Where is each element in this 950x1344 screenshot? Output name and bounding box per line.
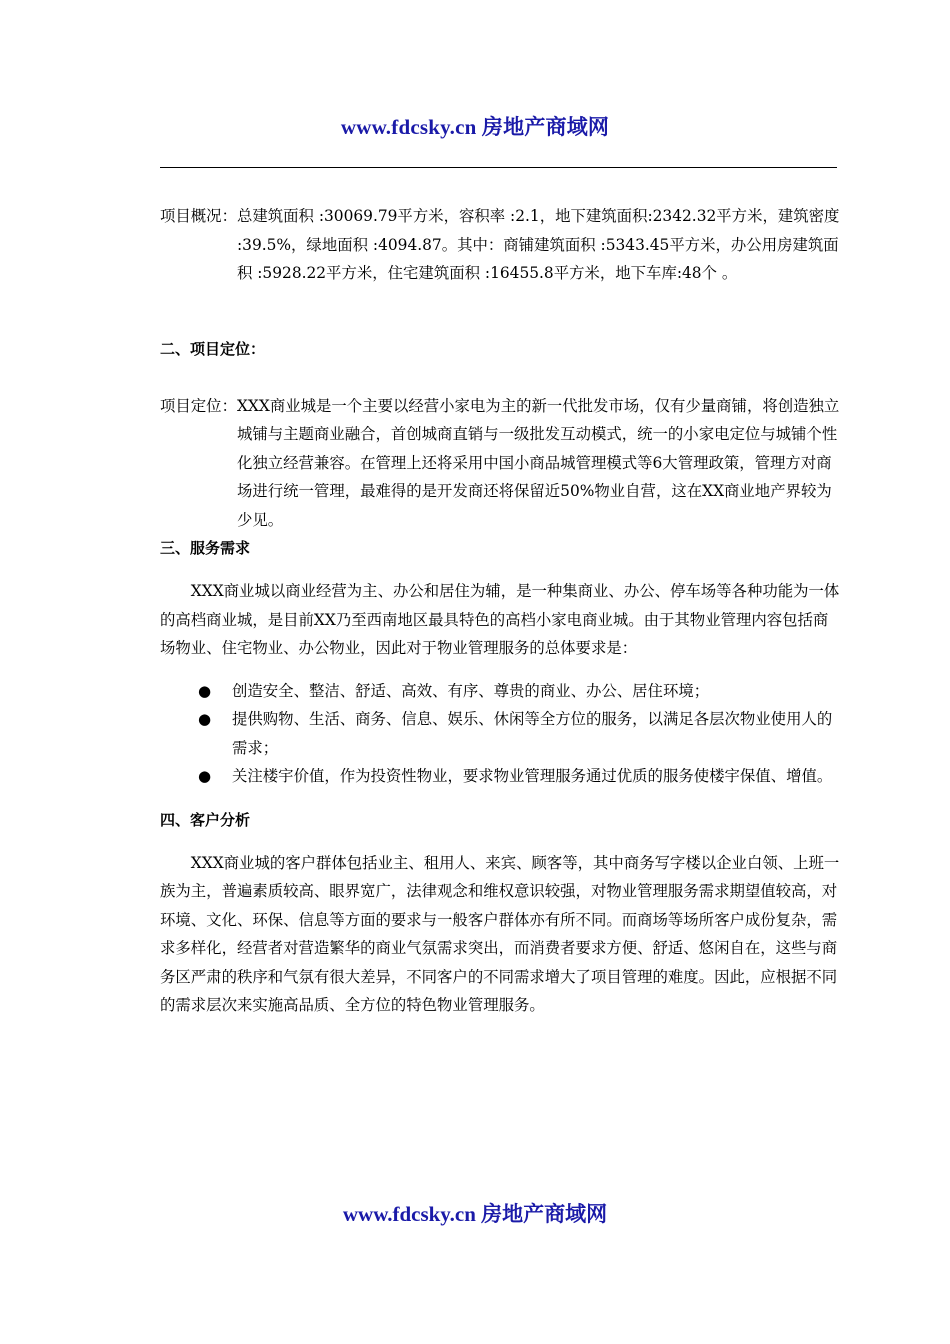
bullet-text: 提供购物、生活、商务、信息、娱乐、休闲等全方位的服务，以满足各层次物业使用人的需求； [232, 710, 833, 757]
section-heading-service-needs: 三、服务需求 [160, 539, 251, 557]
site-footer: www.fdcsky.cn 房地产商域网 [342, 1202, 608, 1226]
list-item [160, 677, 840, 706]
service-needs-paragraph: XXX商业城以商业经营为主、办公和居住为辅，是一种集商业、办公、停车场等各种功能为一体的高档商业城，是目前XX乃至西南地区最具特色的高档小家电商业城。由于其物业管理内容包括商场物业、住宅物业、办公物业，因此对于物业管理服务的总体要求是： [160, 582, 840, 657]
positioning-label: 项目定位： [160, 396, 237, 415]
customer-analysis-paragraph: XXX商业城的客户群体包括业主、租用人、来宾、顾客等，其中商务写字楼以企业白领、上班一族为主，普遍素质较高、眼界宽广，法律观念和维权意识较强，对物业管理服务需求期望值较高，对环境、文化、环保、信息等方面的要求与一般客户群体亦有所不同。而商场等场所客户成份复杂，需求多样化，经营者对营造繁华的商业气氛需求突出，而消费者要求方便、舒适、悠闲自在，这些与商务区严肃的秩序和气氛有很大差异，不同客户的不同需求增大了项目管理的难度。因此，应根据不同的需求层次来实施高品质、全方位的特色物业管理服务。 [160, 853, 840, 1014]
project-positioning [160, 392, 840, 535]
bullet-icon: ● [198, 710, 212, 728]
site-header: www.fdcsky.cn 房地产商域网 [340, 115, 610, 139]
bullet-icon: ● [198, 767, 212, 785]
section-heading-positioning: 二、项目定位： [160, 339, 266, 358]
bullet-text: 创造安全、整洁、舒适、高效、有序、尊贵的商业、办公、居住环境； [232, 681, 710, 700]
positioning-text: XXX商业城是一个主要以经营小家电为主的新一代批发市场，仅有少量商铺，将创造独立城铺与主题商业融合，首创城商直销与一级批发互动模式，统一的小家电定位与城铺个性化独立经营兼容。在管理上还将采用中国小商品城管理模式等6大管理政策，管理方对商场进行统一管理，最难得的是开发商还将保留近50%物业自营，这在XX商业地产界较为少见。 [236, 396, 840, 529]
section-heading-customer-analysis: 四、客户分析 [160, 810, 251, 829]
service-needs-list [160, 677, 840, 791]
bullet-text: 关注楼宇价值，作为投资性物业，要求物业管理服务通过优质的服务使楼宇保值、增值。 [232, 767, 833, 785]
list-item [160, 762, 840, 791]
overview-text: 总建筑面积 :30069.79平方米，容积率 :2.1，地下建筑面积:2342.32平方米，建筑密度 :39.5%，绿地面积 :4094.87。其中：商铺建筑面积 :5343.45平方米，办公用房建筑面积 :5928.22平方米，住宅建筑面积 :16455.8平方米，地下车库:48个 。 [236, 207, 840, 282]
overview-label: 项目概况： [160, 207, 237, 225]
document-body [160, 202, 840, 1020]
project-overview [160, 202, 840, 288]
list-item [160, 705, 840, 762]
bullet-icon: ● [198, 681, 212, 700]
header-divider [160, 167, 837, 168]
